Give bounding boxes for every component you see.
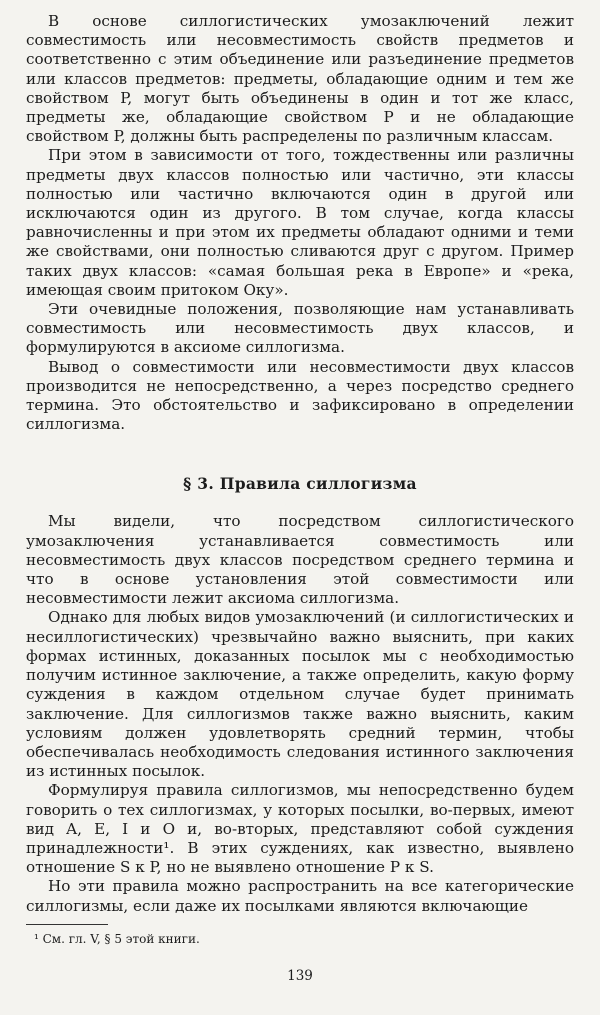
- text-block-top: [26, 12, 574, 434]
- paragraph: Мы видели, что посредством силлогистического умозаключения устанавливается совместимость или несовместимость двух классов посредством среднего термина и что в основе установления этой совместимости или несовместимости лежит аксиома силлогизма.: [26, 512, 574, 608]
- paragraph: Вывод о совместимости или несовместимости двух классов производится не непосредственно, а через посредство среднего термина. Это обстоятельство и зафиксировано в определении силлогизма.: [26, 357, 574, 434]
- paragraph: Однако для любых видов умозаключений (и силлогистических и несиллогистических) чрезвычайно важно выяснить, при каких формах истинных, доказанных посылок мы с необходимостью получим истинное заключение, а также определить, какую форму суждения в каждом отдельном случае будет принимать заключение. Для силлогизмов также важно выяснить, каким условиям должен удовлетворять средний термин, чтобы обеспечивалась необходимость следования истинного заключения из истинных посылок.: [26, 608, 574, 781]
- footnote: ¹ См. гл. V, § 5 этой книги.: [34, 931, 200, 946]
- paragraph: При этом в зависимости от того, тождественны или различны предметы двух классов полностью или частично, эти классы полностью или частично включаются один в другой или исключаются один из другого. В том случае, когда классы равночисленны и при этом их предметы обладают одними и теми же свойствами, они полностью сливаются друг с другом. Пример таких двух классов: «самая большая река в Европе» и «река, имеющая своим притоком Оку».: [26, 146, 574, 299]
- paragraph: Формулируя правила силлогизмов, мы непосредственно будем говорить о тех силлогизмах, у которых посылки, во-первых, имеют вид A, E, I и O и, во-вторых, представляют собой суждения принадлежности¹. В этих суждениях, как известно, выявлено отношение S к P, но не выявлено отношение P к S.: [26, 781, 574, 877]
- section-heading: § 3. Правила силлогизма: [183, 474, 417, 494]
- book-page: [26, 12, 574, 947]
- page-number: 139: [287, 968, 313, 984]
- paragraph: Эти очевидные положения, позволяющие нам устанавливать совместимость или несовместимость двух классов, и формулируются в аксиоме силлогизма.: [26, 300, 574, 357]
- footnote-divider: [26, 924, 108, 925]
- paragraph: В основе силлогистических умозаключений лежит совместимость или несовместимость свойств предметов и соответственно с этим объединение или разъединение предметов или классов предметов: предметы, обладающие одним и тем же свойством P, могут быть объединены в один и тот же класс, предметы же, обладающие свойством P и не обладающие свойством P, должны быть распределены по различным классам.: [26, 12, 574, 146]
- text-block-section: [26, 512, 574, 915]
- paragraph: Но эти правила можно распространить на все категорические силлогизмы, если даже их посылками являются включающие: [26, 877, 574, 915]
